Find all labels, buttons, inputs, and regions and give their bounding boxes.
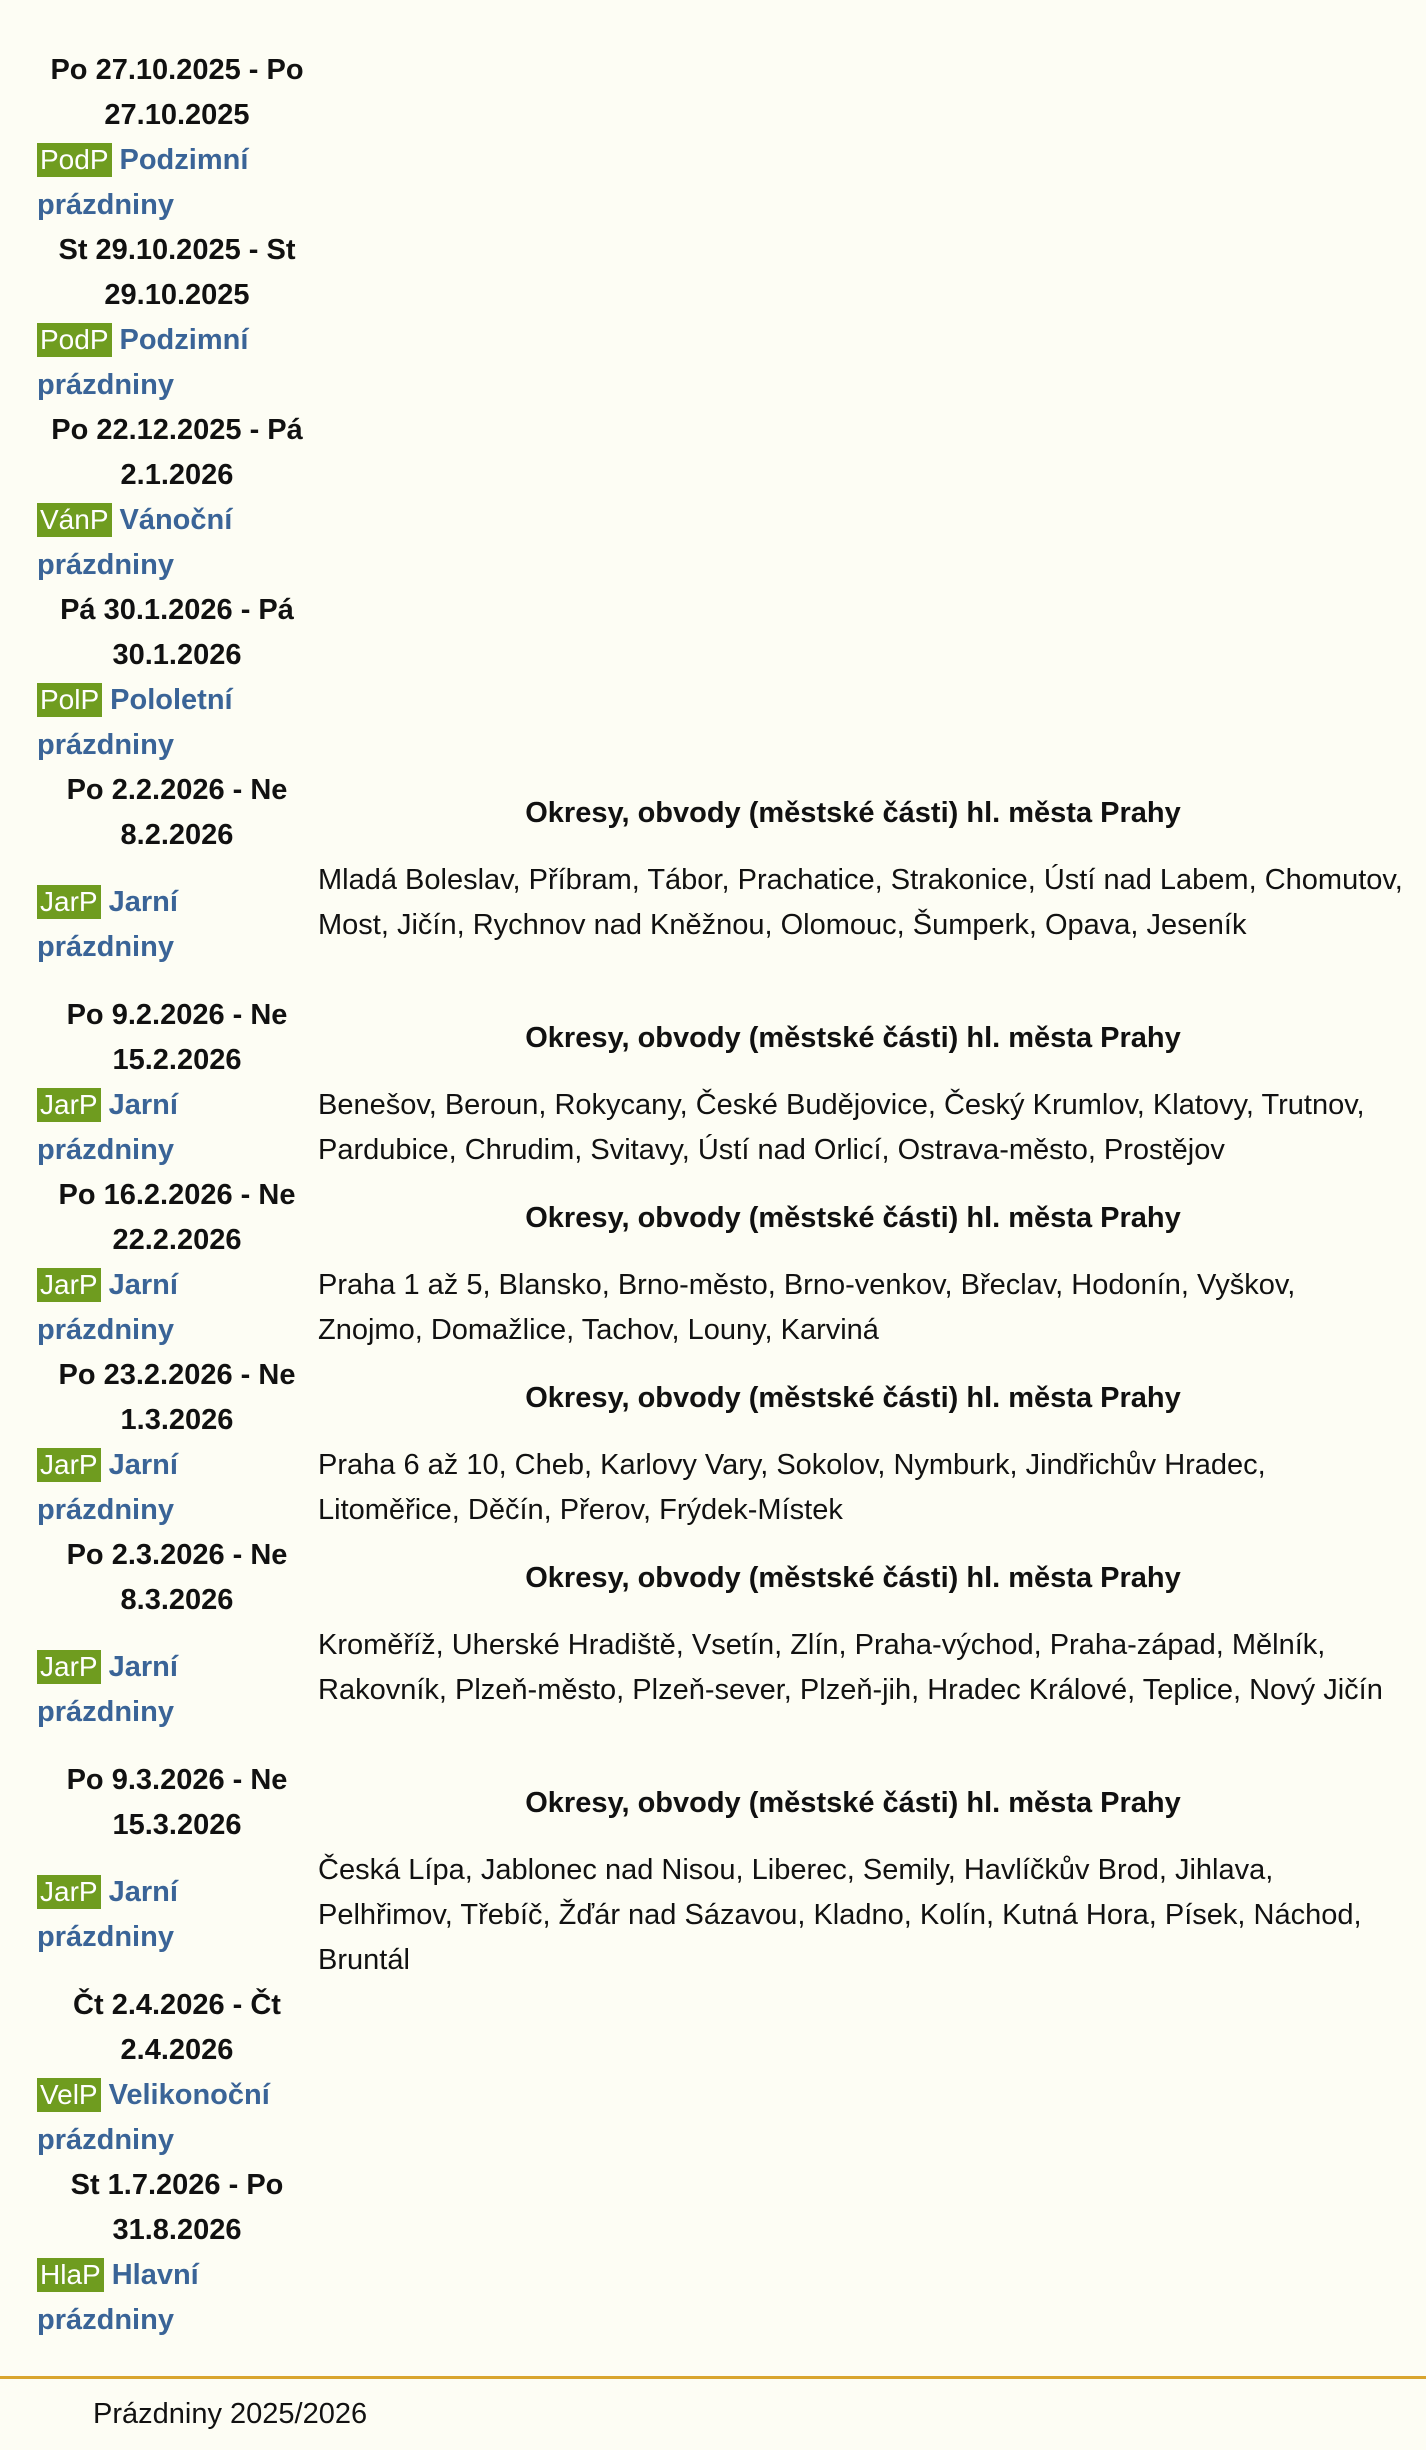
holiday-item[interactable] [37, 1083, 317, 1173]
region-list: Benešov, Beroun, Rokycany, České Budějovice, Český Krumlov, Klatovy, Trutnov, Pardubice, Chrudim, Svitavy, Ústí nad Orlicí, Ostrava-město, Prostějov [318, 1089, 1365, 1166]
holiday-item[interactable] [37, 1870, 317, 1960]
holiday-type-badge: JarP [37, 885, 101, 919]
holiday-type-badge: PolP [37, 683, 102, 717]
holiday-name-link[interactable]: Vánoční prázdniny [37, 504, 233, 581]
date-range: Pá 30.1.2026 - Pá 30.1.2026 [60, 594, 294, 671]
region-list: Praha 1 až 5, Blansko, Brno-město, Brno-venkov, Břeclav, Hodonín, Vyškov, Znojmo, Domažlice, Tachov, Louny, Karviná [318, 1269, 1296, 1346]
date-range: St 29.10.2025 - St 29.10.2025 [58, 234, 296, 311]
date-range: Po 9.2.2026 - Ne 15.2.2026 [66, 999, 288, 1076]
holiday-type-badge: JarP [37, 1268, 101, 1302]
holiday-item[interactable] [37, 318, 317, 408]
region-list: Kroměříž, Uherské Hradiště, Vsetín, Zlín, Praha-východ, Praha-západ, Mělník, Rakovník, Plzeň-město, Plzeň-sever, Plzeň-jih, Hradec Králové, Teplice, Nový Jičín [318, 1629, 1383, 1706]
holiday-item[interactable] [37, 1645, 317, 1735]
region-list: Praha 6 až 10, Cheb, Karlovy Vary, Sokolov, Nymburk, Jindřichův Hradec, Litoměřice, Děčín, Přerov, Frýdek-Místek [318, 1449, 1266, 1526]
region-heading: Okresy, obvody (městské části) hl. města Prahy [525, 1202, 1181, 1234]
holiday-type-badge: VelP [37, 2078, 101, 2112]
holiday-name-link[interactable]: Jarní prázdniny [37, 1089, 178, 1166]
holiday-type-badge: PodP [37, 143, 112, 177]
holiday-type-badge: JarP [37, 1875, 101, 1909]
holiday-item[interactable] [37, 1443, 317, 1533]
date-range: Po 16.2.2026 - Ne 22.2.2026 [58, 1179, 296, 1256]
holiday-item[interactable] [37, 498, 317, 588]
holiday-item[interactable] [37, 2253, 317, 2343]
date-range: Po 2.3.2026 - Ne 8.3.2026 [66, 1539, 288, 1616]
date-range: Čt 2.4.2026 - Čt 2.4.2026 [73, 1989, 281, 2066]
region-list: Česká Lípa, Jablonec nad Nisou, Liberec, Semily, Havlíčkův Brod, Jihlava, Pelhřimov, Třebíč, Žďár nad Sázavou, Kladno, Kolín, Kutná Hora, Písek, Náchod, Bruntál [318, 1854, 1362, 1976]
holiday-name-link[interactable]: Jarní prázdniny [37, 1876, 178, 1953]
holiday-name-link[interactable]: Jarní prázdniny [37, 1269, 178, 1346]
holiday-name-link[interactable]: Pololetní prázdniny [37, 684, 233, 761]
holiday-name-link[interactable]: Hlavní prázdniny [37, 2259, 199, 2336]
holiday-type-badge: JarP [37, 1088, 101, 1122]
holiday-name-link[interactable]: Jarní prázdniny [37, 886, 178, 963]
holiday-type-badge: PodP [37, 323, 112, 357]
date-range: Po 27.10.2025 - Po 27.10.2025 [50, 54, 304, 131]
footer-divider [0, 2376, 1426, 2379]
date-range: Po 23.2.2026 - Ne 1.3.2026 [58, 1359, 296, 1436]
footer-title: Prázdniny 2025/2026 [93, 2398, 368, 2430]
region-list: Mladá Boleslav, Příbram, Tábor, Prachatice, Strakonice, Ústí nad Labem, Chomutov, Most, Jičín, Rychnov nad Kněžnou, Olomouc, Šumperk, Opava, Jeseník [318, 864, 1403, 941]
region-heading: Okresy, obvody (městské části) hl. města Prahy [525, 1562, 1181, 1594]
holiday-type-badge: VánP [37, 503, 112, 537]
holiday-item[interactable] [37, 678, 317, 768]
holiday-item[interactable] [37, 2073, 317, 2163]
holiday-item[interactable] [37, 880, 317, 970]
region-heading: Okresy, obvody (městské části) hl. města Prahy [525, 1787, 1181, 1819]
region-heading: Okresy, obvody (městské části) hl. města Prahy [525, 797, 1181, 829]
holiday-name-link[interactable]: Podzimní prázdniny [37, 144, 249, 221]
holiday-name-link[interactable]: Velikonoční prázdniny [37, 2079, 270, 2156]
date-range: Po 9.3.2026 - Ne 15.3.2026 [66, 1764, 288, 1841]
holiday-item[interactable] [37, 1263, 317, 1353]
holiday-type-badge: JarP [37, 1650, 101, 1684]
date-range: Po 2.2.2026 - Ne 8.2.2026 [66, 774, 288, 851]
region-heading: Okresy, obvody (městské části) hl. města Prahy [525, 1022, 1181, 1054]
date-range: Po 22.12.2025 - Pá 2.1.2026 [51, 414, 303, 491]
holiday-item[interactable] [37, 138, 317, 228]
holiday-type-badge: JarP [37, 1448, 101, 1482]
holiday-name-link[interactable]: Jarní prázdniny [37, 1651, 178, 1728]
holiday-name-link[interactable]: Podzimní prázdniny [37, 324, 249, 401]
date-range: St 1.7.2026 - Po 31.8.2026 [70, 2169, 284, 2246]
holiday-name-link[interactable]: Jarní prázdniny [37, 1449, 178, 1526]
holiday-type-badge: HlaP [37, 2258, 104, 2292]
region-heading: Okresy, obvody (městské části) hl. města Prahy [525, 1382, 1181, 1414]
